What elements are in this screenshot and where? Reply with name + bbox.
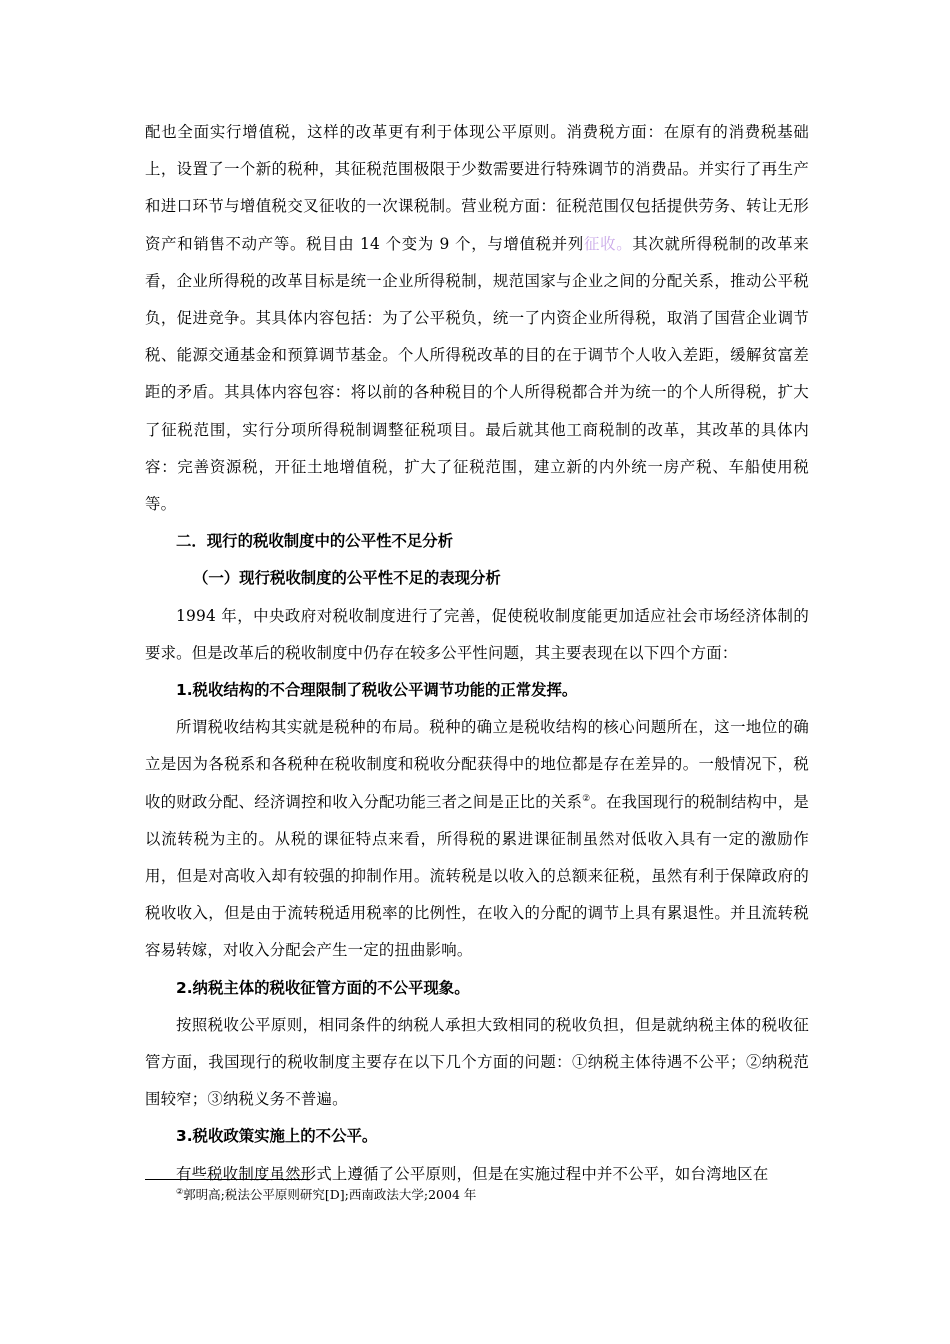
paragraph-policy-implementation: 有些税收制度虽然形式上遵循了公平原则，但是在实施过程中并不公平，如台湾地区在 xyxy=(176,1164,769,1183)
item-heading-2: 2.纳税主体的税收征管方面的不公平现象。 xyxy=(176,978,470,997)
body-text xyxy=(145,114,809,1193)
section-heading: 二．现行的税收制度中的公平性不足分析 xyxy=(176,532,454,551)
item-heading-3: 3.税收政策实施上的不公平。 xyxy=(176,1127,378,1146)
paragraph-text: 。在我国现行的税制结构中，是以流转税为主的。从税的课征特点来看，所得税的累进课征制虽然对低收入具有一定的激励作用，但是对高收入却有较强的抑制作用。流转税是以收入的总额来征税，虽然有利于保障政府的税收收入，但是由于流转税适用税率的比例性，在收入的分配的调节上具有累退性。并且流转税容易转嫁，对收入分配会产生一定的扭曲影响。 xyxy=(145,792,809,960)
paragraph-tax-structure xyxy=(145,709,809,969)
paragraph-taxpayer-management: 按照税收公平原则，相同条件的纳税人承担大致相同的税收负担，但是就纳税主体的税收征管方面，我国现行的税收制度主要存在以下几个方面的问题：①纳税主体待遇不公平；②纳税范围较窄；③纳税义务不普遍。 xyxy=(145,1015,809,1109)
paragraph-tax-reform-content xyxy=(145,114,809,523)
item-heading-1: 1.税收结构的不合理限制了税收公平调节功能的正常发挥。 xyxy=(176,681,578,700)
paragraph-1994-reform: 1994 年，中央政府对税收制度进行了完善，促使税收制度能更加适应社会市场经济体制的要求。但是改革后的税收制度中仍存在较多公平性问题，其主要表现在以下四个方面： xyxy=(145,606,809,662)
footnote-text: 郭明高;税法公平原则研究[D];西南政法大学;2004 年 xyxy=(183,1187,477,1202)
faded-text: 征收。 xyxy=(584,234,633,253)
paragraph-text: 其次就所得税制的改革来看，企业所得税的改革目标是统一企业所得税制，规范国家与企业之间的分配关系，推动公平税负，促进竞争。其具体内容包括：为了公平税负，统一了内资企业所得税，取消了国营企业调节税、能源交通基金和预算调节基金。个人所得税改革的目的在于调节个人收入差距，缓解贫富差距的矛盾。其具体内容包容：将以前的各种税目的个人所得税都合并为统一的个人所得税，扩大了征税范围，实行分项所得税制调整征税项目。最后就其他工商税制的改革，其改革的具体内容：完善资源税，开征土地增值税，扩大了征税范围，建立新的内外统一房产税、车船使用税等。 xyxy=(145,234,809,514)
paragraph-text: 配也全面实行增值税，这样的改革更有利于体现公平原则。消费税方面：在原有的消费税基础上，设置了一个新的税种，其征税范围极限于少数需要进行特殊调节的消费品。并实行了再生产和进口环节与增值税交叉征收的一次课税制。营业税方面：征税范围仅包括提供劳务、转让无形资产和销售不动产等。税目由 14 个变为 9 个，与增值税并列 xyxy=(145,123,809,253)
footnote xyxy=(176,1186,796,1204)
footnote-mark: ② xyxy=(176,1186,184,1196)
subsection-heading: （一）现行税收制度的公平性不足的表现分析 xyxy=(193,569,501,588)
footnote-separator xyxy=(145,1179,310,1180)
paragraph-text: 所谓税收结构其实就是税种的布局。税种的确立是税收结构的核心问题所在，这一地位的确立是因为各税系和各税种在税收制度和税收分配获得中的地位都是存在差异的。一般情况下，税收的财政分配、经济调控和收入分配功能三者之间是正比的关系 xyxy=(145,718,809,811)
footnote-reference[interactable]: ② xyxy=(582,793,591,804)
